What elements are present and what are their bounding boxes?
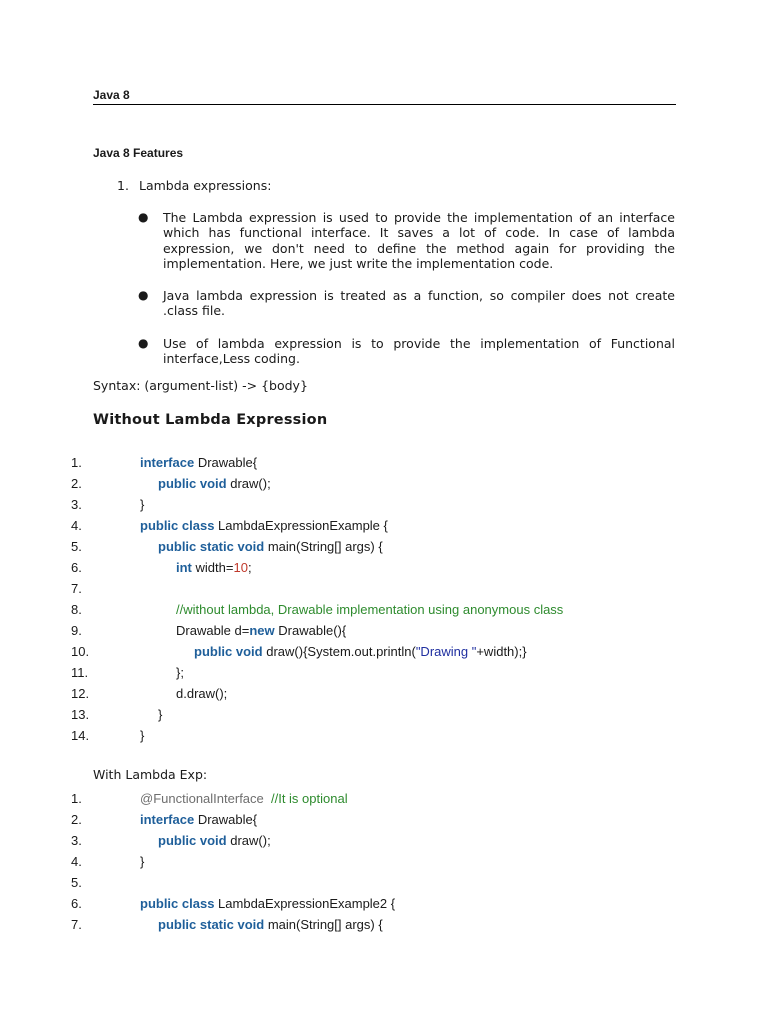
code-token: } [158, 707, 163, 722]
code-line [0, 809, 768, 830]
section-title: Java 8 Features [93, 146, 184, 160]
code-token: main(String[] args) { [267, 917, 383, 932]
code-token: } [140, 854, 145, 869]
code-line [0, 620, 768, 641]
code-number: 10 [233, 560, 248, 575]
code-token: draw(); [230, 476, 271, 491]
code-block-with-lambda [0, 788, 768, 935]
code-token: } [140, 497, 145, 512]
code-line [0, 725, 768, 746]
code-token: width= [195, 560, 234, 575]
code-line [0, 851, 768, 872]
code-keyword: public class [140, 518, 215, 533]
code-text [140, 851, 144, 872]
bullet-dot-icon: ● [138, 210, 149, 224]
line-number: 7. [71, 581, 82, 596]
code-token: Drawable d= [176, 623, 250, 638]
code-line [0, 872, 768, 893]
code-annotation: @FunctionalInterface [140, 791, 264, 806]
code-line [0, 914, 768, 935]
line-number: 8. [71, 602, 82, 617]
line-number: 12. [71, 686, 90, 701]
line-number: 5. [71, 539, 82, 554]
line-number: 6. [71, 896, 82, 911]
code-keyword: public void [194, 644, 263, 659]
code-text [194, 641, 527, 662]
code-token: +width);} [476, 644, 527, 659]
code-comment: //without lambda, Drawable implementation using anonymous class [176, 602, 564, 617]
code-token: Drawable{ [197, 812, 258, 827]
line-number: 1. [71, 455, 82, 470]
list-item-label: Lambda expressions: [139, 178, 272, 193]
bullet-text: Use of lambda expression is to provide the implementation of Functional interface,Less coding. [163, 335, 675, 367]
code-line [0, 893, 768, 914]
code-line [0, 683, 768, 704]
code-token: draw(); [230, 833, 271, 848]
code-text [158, 536, 383, 557]
code-token: LambdaExpressionExample2 { [218, 896, 396, 911]
code-text [140, 809, 257, 830]
code-line [0, 830, 768, 851]
code-token: draw(){System.out.println( [266, 644, 416, 659]
without-lambda-heading: Without Lambda Expression [93, 412, 328, 428]
code-token: } [140, 728, 145, 743]
code-token: LambdaExpressionExample { [218, 518, 388, 533]
line-number: 7. [71, 917, 82, 932]
code-line [0, 515, 768, 536]
code-token: Drawable(){ [278, 623, 347, 638]
line-number: 2. [71, 476, 82, 491]
bullet-dot-icon: ● [138, 288, 149, 303]
bullet-item [138, 210, 675, 271]
line-number: 4. [71, 518, 82, 533]
syntax-line: Syntax: (argument-list) -> {body} [93, 378, 308, 393]
code-text [176, 557, 252, 578]
bullet-dot-icon: ● [138, 335, 149, 350]
code-text [140, 494, 144, 515]
bullet-text: Java lambda expression is treated as a function, so compiler does not create .class file. [163, 288, 675, 319]
code-text [176, 683, 227, 704]
code-keyword: public class [140, 896, 215, 911]
code-line [0, 536, 768, 557]
code-text [158, 704, 162, 725]
code-line [0, 704, 768, 725]
code-line [0, 599, 768, 620]
code-line [0, 557, 768, 578]
code-token: ; [247, 560, 252, 575]
code-line [0, 494, 768, 515]
code-token: main(String[] args) { [267, 539, 383, 554]
code-keyword: public void [158, 833, 227, 848]
code-text [158, 830, 271, 851]
line-number: 3. [71, 833, 82, 848]
line-number: 11. [71, 665, 89, 680]
with-lambda-label: With Lambda Exp: [93, 767, 208, 782]
numbered-list-item [117, 178, 271, 193]
code-keyword: new [249, 623, 275, 638]
code-text [176, 620, 346, 641]
code-text [158, 473, 271, 494]
bullet-text: The Lambda expression is used to provide the implementation of an interface which has functional interface. It saves a lot of code. In case of lambda expression, we don't need to define the method again for providing the implementation. Here, we just write the implementation code. [163, 210, 675, 271]
code-text [158, 914, 383, 935]
bullet-item [138, 336, 675, 367]
code-text [140, 515, 388, 536]
code-token: }; [176, 665, 184, 680]
code-line [0, 473, 768, 494]
header-divider [93, 104, 676, 105]
line-number: 6. [71, 560, 82, 575]
code-comment: //It is optional [263, 791, 348, 806]
code-text [140, 452, 257, 473]
code-keyword: public static void [158, 917, 265, 932]
code-token: d.draw(); [176, 686, 228, 701]
line-number: 1. [71, 791, 82, 806]
code-keyword: public void [158, 476, 227, 491]
code-line [0, 578, 768, 599]
code-block-without-lambda [0, 452, 768, 746]
line-number: 5. [71, 875, 82, 890]
code-line [0, 452, 768, 473]
bullet-item [138, 288, 675, 319]
code-line [0, 641, 768, 662]
list-number: 1. [117, 178, 129, 193]
code-string: "Drawing " [415, 644, 477, 659]
code-line [0, 788, 768, 809]
line-number: 4. [71, 854, 82, 869]
code-text [176, 599, 563, 620]
code-token: Drawable{ [197, 455, 258, 470]
code-text [176, 662, 184, 683]
code-text [140, 788, 348, 809]
line-number: 2. [71, 812, 82, 827]
code-line [0, 662, 768, 683]
code-keyword: int [176, 560, 192, 575]
line-number: 10. [71, 644, 90, 659]
code-keyword: interface [140, 812, 195, 827]
line-number: 9. [71, 623, 82, 638]
line-number: 13. [71, 707, 90, 722]
bullet-list [138, 210, 675, 383]
line-number: 14. [71, 728, 90, 743]
line-number: 3. [71, 497, 82, 512]
code-text [140, 725, 144, 746]
code-text [140, 893, 395, 914]
code-keyword: public static void [158, 539, 265, 554]
code-keyword: interface [140, 455, 195, 470]
page-header-title: Java 8 [93, 88, 130, 102]
